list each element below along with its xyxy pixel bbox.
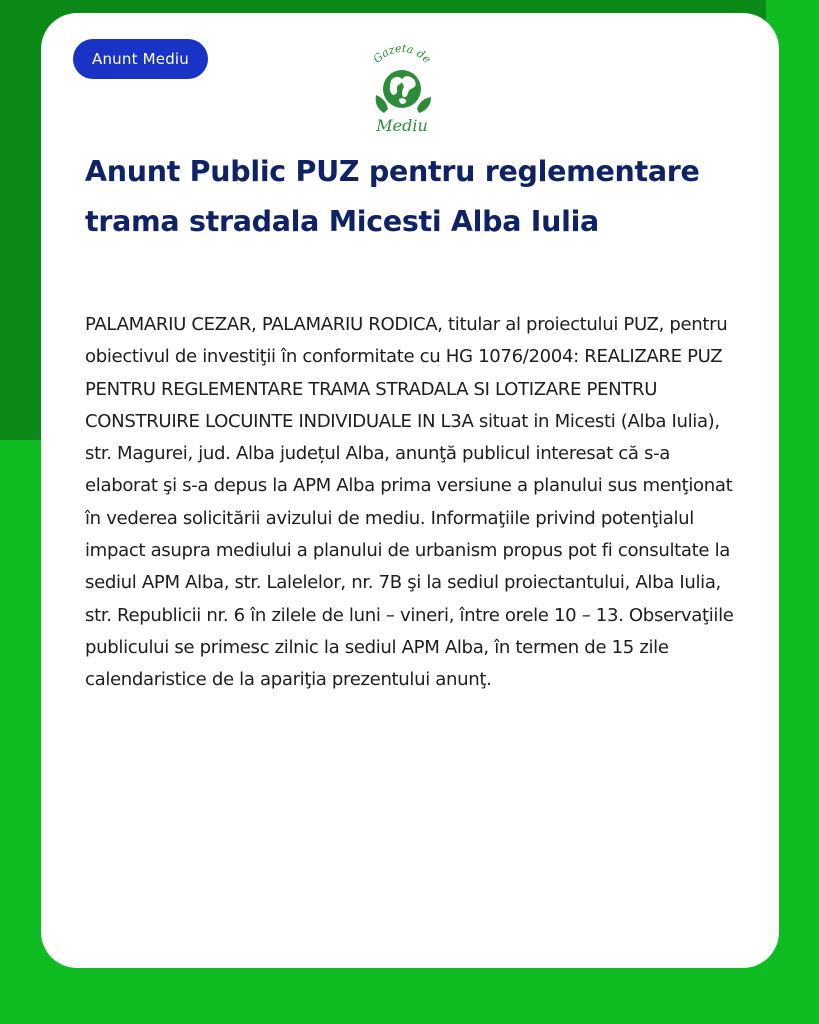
logo-text-bottom: Mediu: [376, 116, 428, 135]
article-title: Anunt Public PUZ pentru reglementare trama stradala Micesti Alba Iulia: [85, 155, 700, 238]
leaf-icon: [417, 97, 431, 113]
category-badge[interactable]: Anunt Mediu: [73, 39, 208, 79]
announcement-card: [41, 13, 779, 968]
gazeta-de-mediu-logo: [359, 39, 445, 139]
logo-text-top: Gazeta de: [370, 41, 434, 66]
article-body: PALAMARIU CEZAR, PALAMARIU RODICA, titular al proiectului PUZ, pentru obiectivul de investiţii în conformitate cu HG 1076/2004: REALIZARE PUZ PENTRU REGLEMENTARE TRAMA STRADALA SI LOTIZARE PENTRU CONSTRUIRE LOCUINTE INDIVIDUALE IN L3A situat in Micesti (Alba Iulia), str. Magurei, jud. Alba județul Alba, anunţă publicul interesat că s-a elaborat şi s-a depus la APM Alba prima versiune a planului sus menţionat în vederea solicitării avizului de mediu. Informaţiile privind potenţialul impact asupra mediului a planului de urbanism propus pot fi consultate la sediul APM Alba, str. Lalelelor, nr. 7B şi la sediul proiectantului, Alba Iulia, str. Republicii nr. 6 în zilele de luni – vineri, între orele 10 – 13. Observaţiile publicului se primesc zilnic la sediul APM Alba, în termen de 15 zile calendaristice de la apariţia prezentului anunţ.: [85, 314, 734, 691]
